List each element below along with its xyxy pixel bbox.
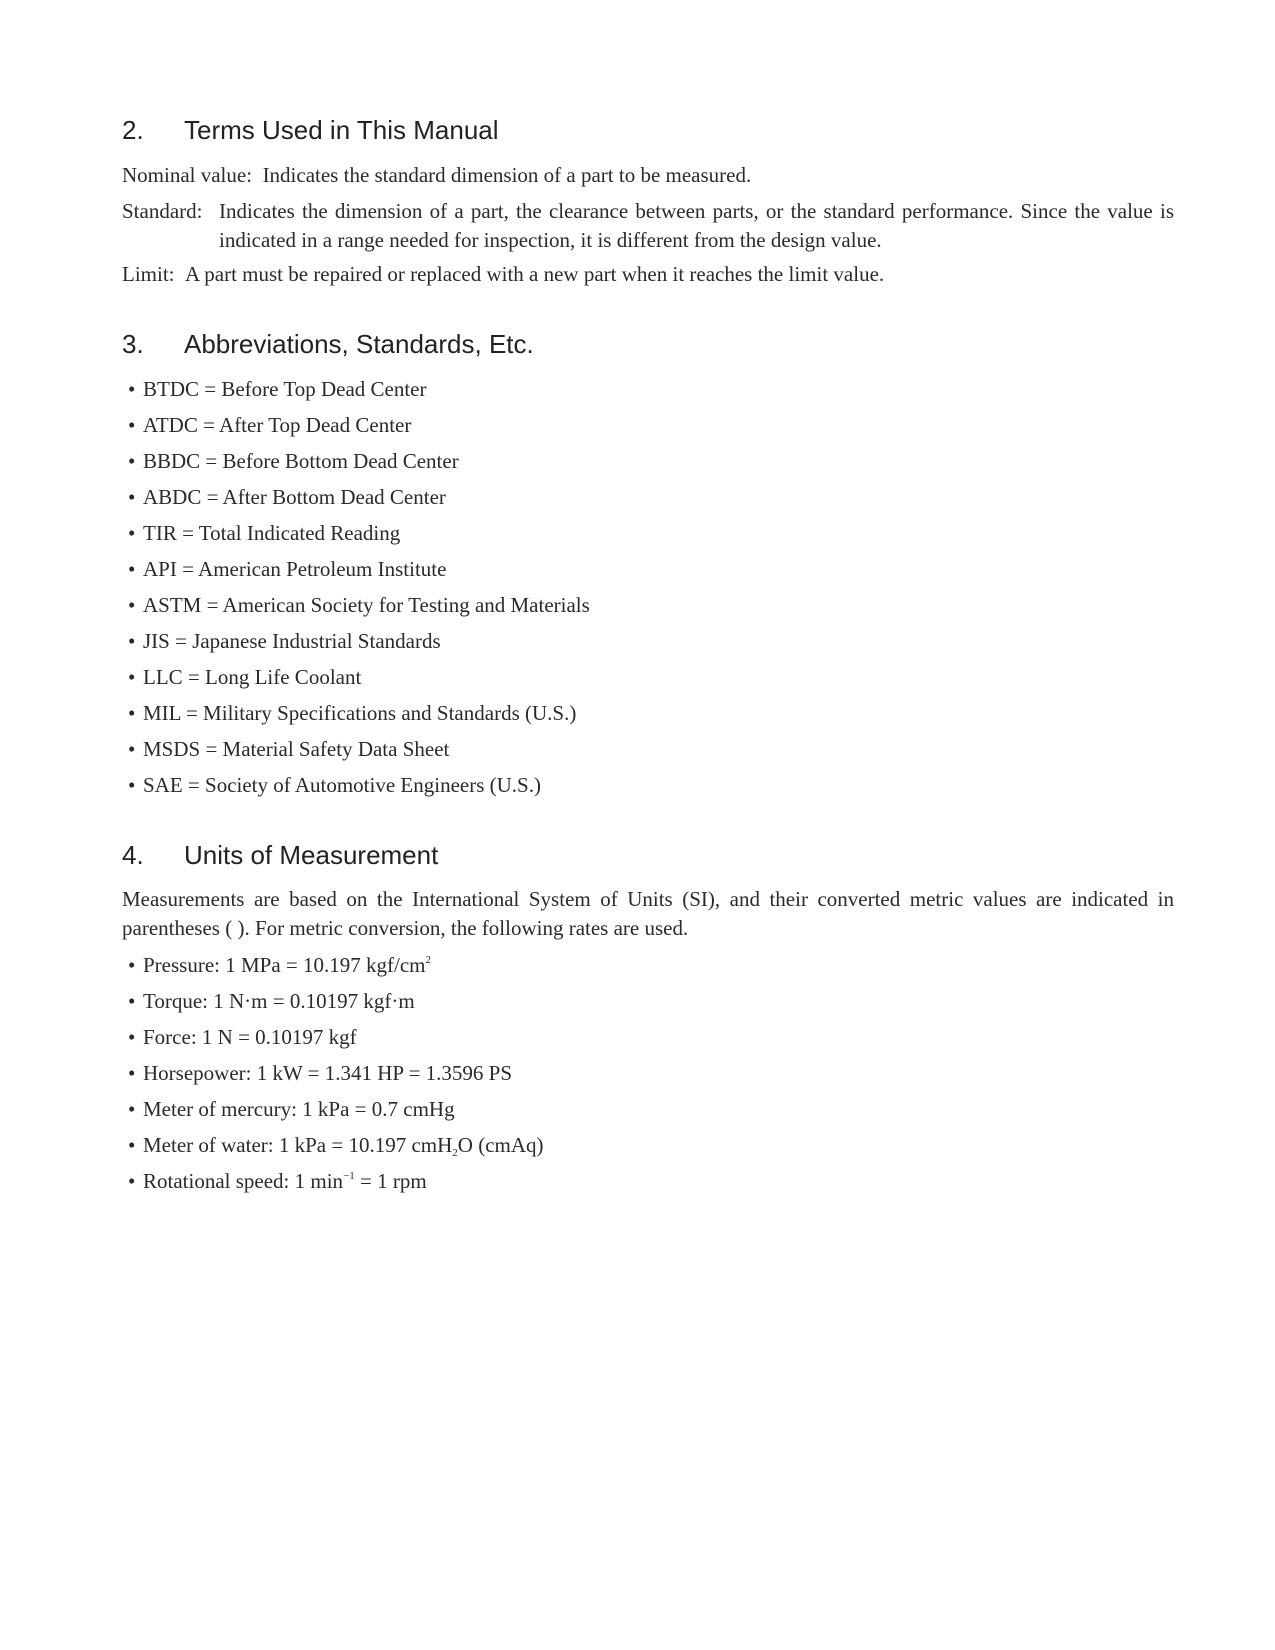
bullet-icon: • bbox=[128, 1133, 136, 1157]
bullet-icon: • bbox=[128, 953, 136, 977]
list-item-text: TIR = Total Indicated Reading bbox=[143, 521, 401, 545]
list-item bbox=[128, 1059, 512, 1088]
section-number: 2. bbox=[122, 115, 144, 145]
list-item-text: BBDC = Before Bottom Dead Center bbox=[143, 449, 459, 473]
list-item-text: API = American Petroleum Institute bbox=[143, 557, 447, 581]
list-item bbox=[128, 1095, 455, 1124]
bullet-icon: • bbox=[128, 557, 136, 581]
bullet-icon: • bbox=[128, 593, 136, 617]
subscript: 2 bbox=[452, 1147, 458, 1159]
list-item-text: SAE = Society of Automotive Engineers (U.S.) bbox=[143, 773, 541, 797]
unit-text: Pressure: 1 MPa = 10.197 kgf/cm bbox=[143, 953, 426, 977]
list-item-text: ATDC = After Top Dead Center bbox=[143, 413, 412, 437]
list-item bbox=[128, 447, 459, 476]
bullet-icon: • bbox=[128, 413, 136, 437]
list-item-text: MSDS = Material Safety Data Sheet bbox=[143, 737, 450, 761]
section-title: Terms Used in This Manual bbox=[184, 115, 499, 145]
list-item bbox=[128, 375, 427, 404]
list-item-text: ABDC = After Bottom Dead Center bbox=[143, 485, 446, 509]
list-item-text: MIL = Military Specifications and Standards (U.S.) bbox=[143, 701, 577, 725]
units-intro: Measurements are based on the International System of Units (SI), and their converted metric values are indicated in parentheses ( ). For metric conversion, the following rates are used. bbox=[122, 887, 1174, 940]
section-number: 3. bbox=[122, 329, 144, 359]
list-item-text: ASTM = American Society for Testing and Materials bbox=[143, 593, 590, 617]
bullet-icon: • bbox=[128, 665, 136, 689]
term-label: Limit: bbox=[122, 262, 175, 286]
list-item bbox=[128, 987, 415, 1016]
unit-text: Force: 1 N = 0.10197 kgf bbox=[143, 1025, 357, 1049]
list-item bbox=[128, 627, 441, 656]
section-number: 4. bbox=[122, 840, 144, 870]
term-definition: A part must be repaired or replaced with a new part when it reaches the limit value. bbox=[185, 262, 885, 286]
list-item bbox=[128, 1023, 357, 1052]
list-item bbox=[128, 735, 449, 764]
bullet-icon: • bbox=[128, 1169, 136, 1193]
list-item bbox=[128, 411, 411, 440]
section-heading-terms bbox=[122, 114, 499, 146]
list-item bbox=[128, 519, 400, 548]
list-item bbox=[128, 1131, 544, 1160]
unit-text: O (cmAq) bbox=[457, 1133, 544, 1157]
section-heading-units bbox=[122, 839, 438, 871]
bullet-icon: • bbox=[128, 629, 136, 653]
term-limit bbox=[122, 260, 884, 289]
list-item bbox=[128, 951, 431, 980]
bullet-icon: • bbox=[128, 701, 136, 725]
list-item bbox=[128, 699, 576, 728]
list-item bbox=[128, 1167, 427, 1196]
term-nominal-value bbox=[122, 161, 751, 190]
unit-text: Meter of water: 1 kPa = 10.197 cmH bbox=[143, 1133, 453, 1157]
unit-text: Rotational speed: 1 min bbox=[143, 1169, 344, 1193]
bullet-icon: • bbox=[128, 1061, 136, 1085]
list-item bbox=[128, 591, 590, 620]
list-item bbox=[128, 555, 446, 584]
bullet-icon: • bbox=[128, 449, 136, 473]
bullet-icon: • bbox=[128, 989, 136, 1013]
bullet-icon: • bbox=[128, 485, 136, 509]
unit-text: Torque: 1 N·m = 0.10197 kgf·m bbox=[143, 989, 415, 1013]
term-standard bbox=[122, 197, 1174, 255]
bullet-icon: • bbox=[128, 1025, 136, 1049]
unit-text: = 1 rpm bbox=[354, 1169, 427, 1193]
list-item-text: LLC = Long Life Coolant bbox=[143, 665, 362, 689]
section-title: Abbreviations, Standards, Etc. bbox=[184, 329, 534, 359]
list-item bbox=[128, 771, 541, 800]
list-item-text: BTDC = Before Top Dead Center bbox=[143, 377, 427, 401]
bullet-icon: • bbox=[128, 1097, 136, 1121]
term-label: Standard: bbox=[122, 199, 203, 223]
unit-text: Horsepower: 1 kW = 1.341 HP = 1.3596 PS bbox=[143, 1061, 513, 1085]
section-title: Units of Measurement bbox=[184, 840, 439, 870]
superscript: −1 bbox=[343, 1170, 355, 1182]
bullet-icon: • bbox=[128, 737, 136, 761]
term-label: Nominal value: bbox=[122, 163, 253, 187]
superscript: 2 bbox=[425, 954, 431, 966]
list-item-text: JIS = Japanese Industrial Standards bbox=[143, 629, 441, 653]
section-heading-abbreviations bbox=[122, 328, 534, 360]
list-item bbox=[128, 663, 361, 692]
list-item bbox=[128, 483, 446, 512]
bullet-icon: • bbox=[128, 377, 136, 401]
bullet-icon: • bbox=[128, 773, 136, 797]
term-definition: Indicates the standard dimension of a part to be measured. bbox=[262, 163, 752, 187]
unit-text: Meter of mercury: 1 kPa = 0.7 cmHg bbox=[143, 1097, 455, 1121]
bullet-icon: • bbox=[128, 521, 136, 545]
term-definition: Indicates the dimension of a part, the clearance between parts, or the standard performance. Since the value is indicated in a range needed for inspection, it is different from the design value. bbox=[219, 199, 1174, 252]
